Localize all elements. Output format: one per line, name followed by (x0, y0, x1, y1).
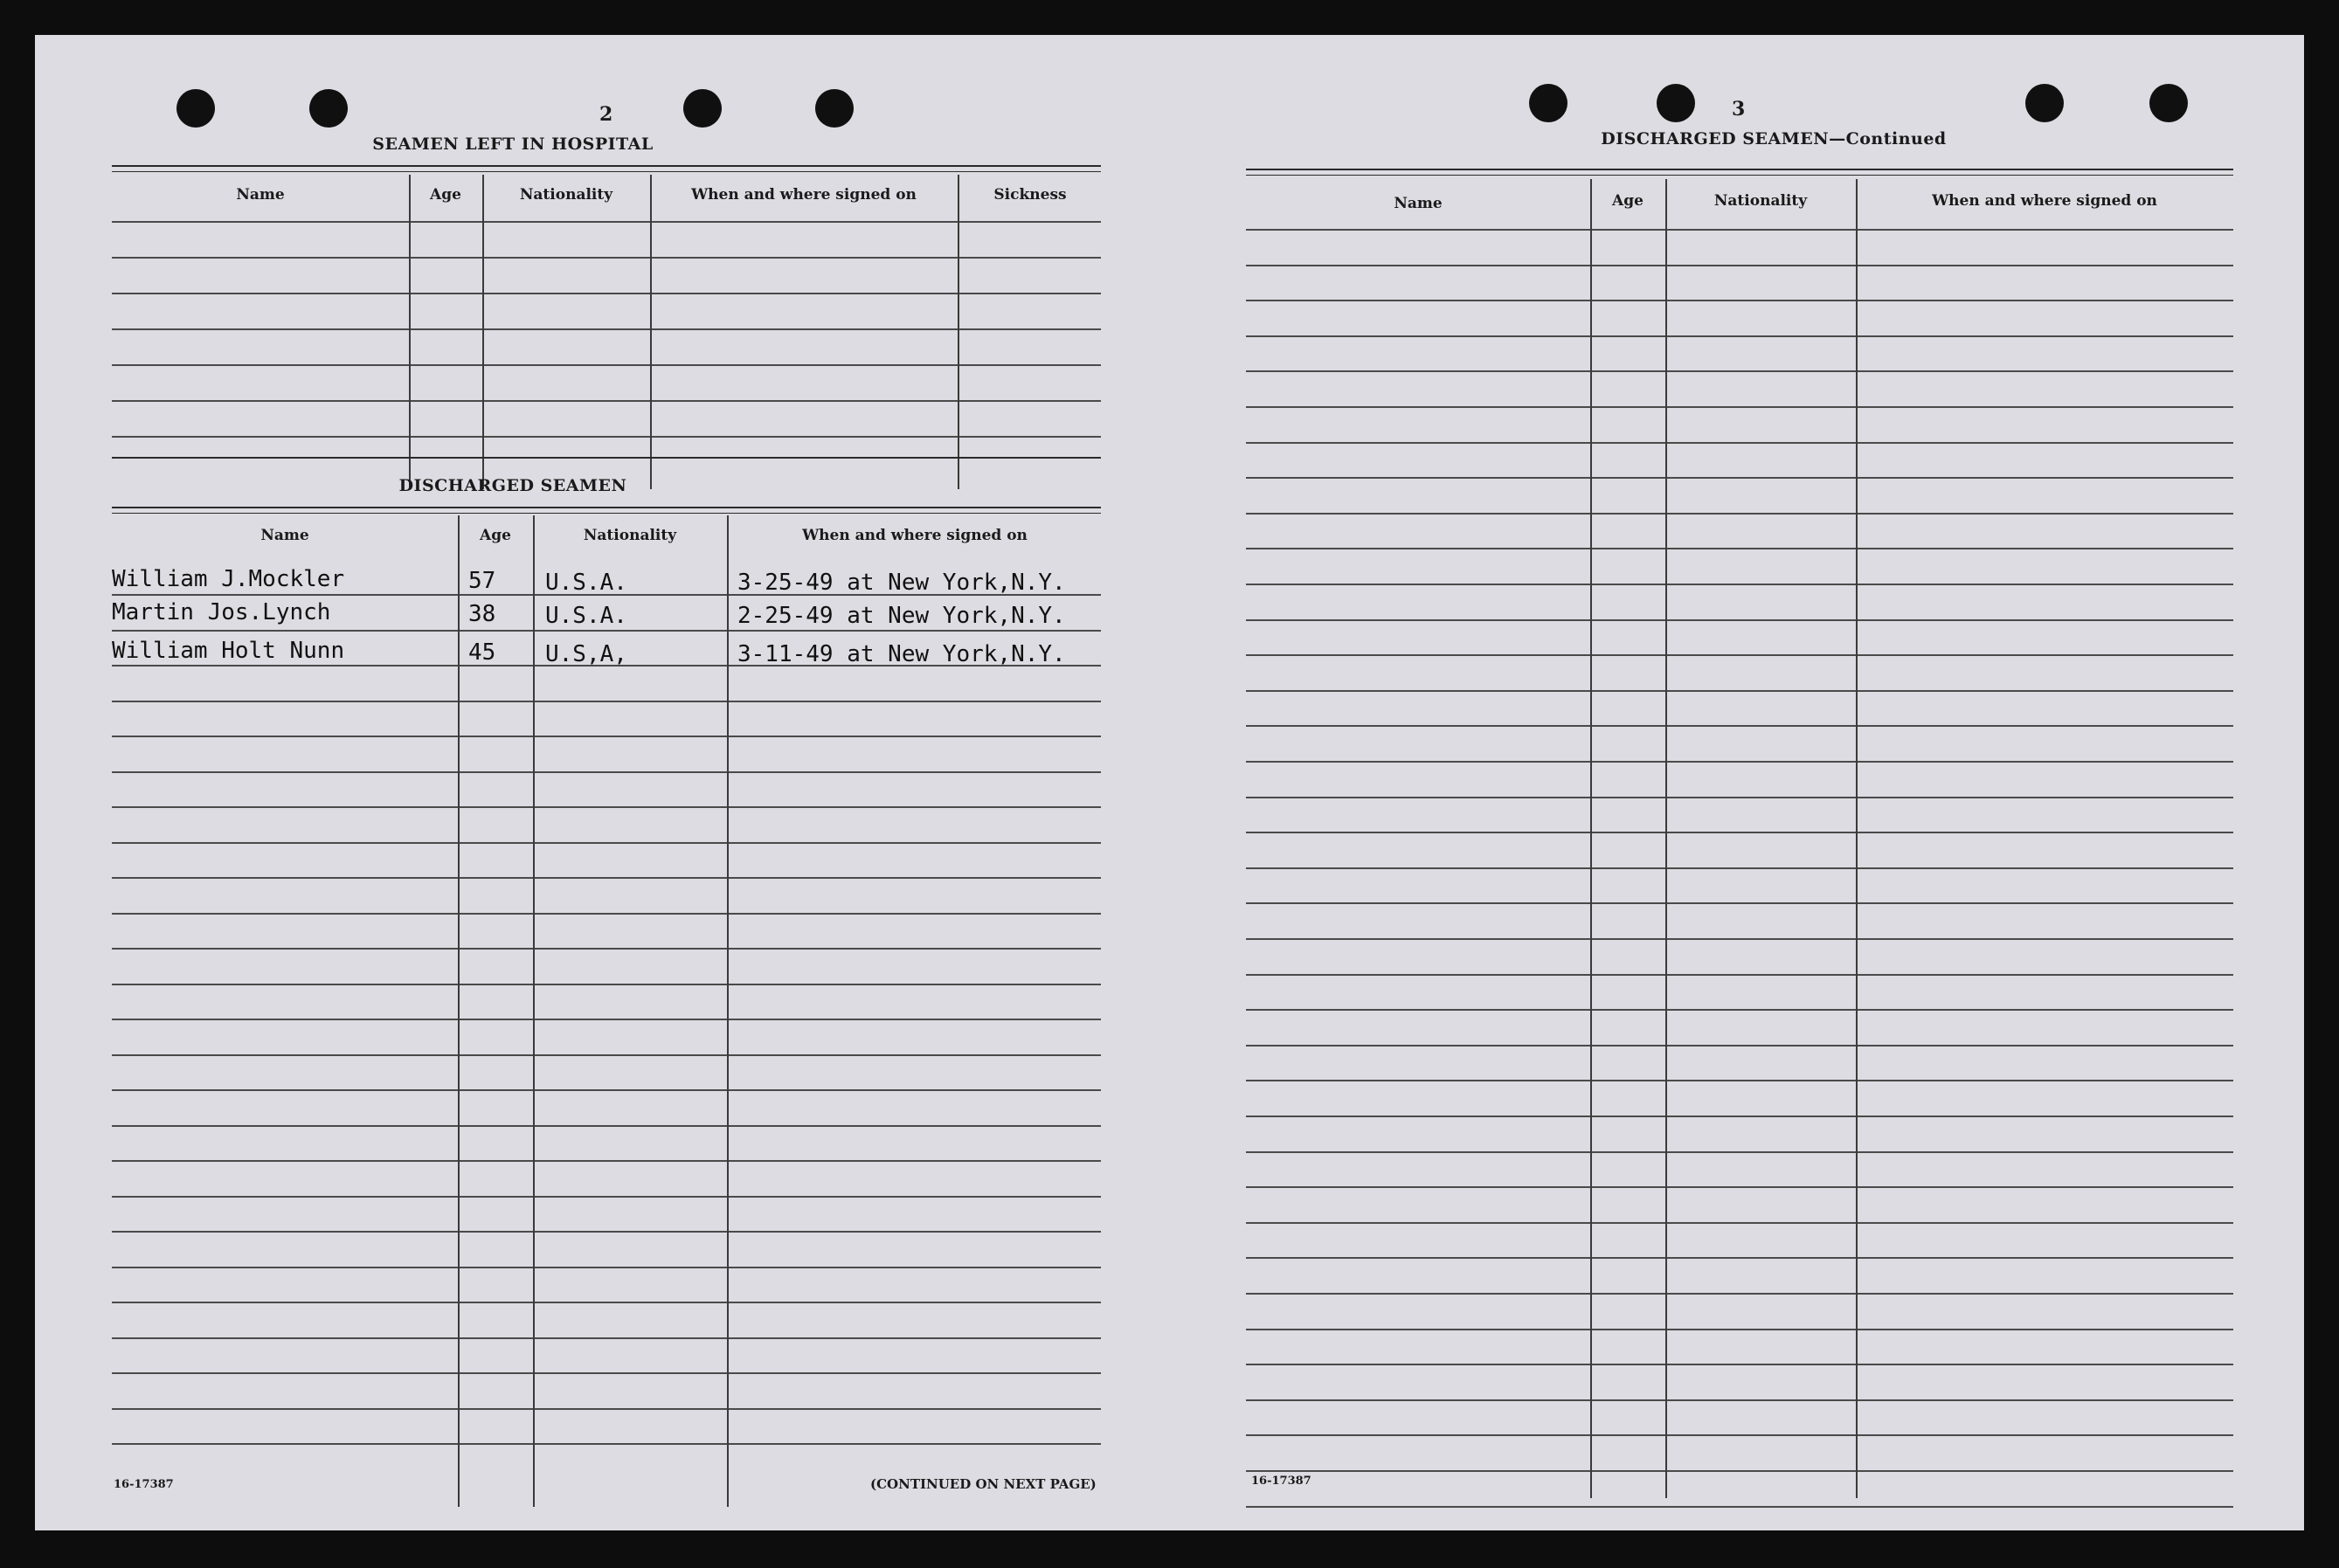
seaman-age: 45 (468, 639, 496, 666)
form-rule-line (112, 328, 1101, 330)
form-rule-line (112, 984, 1101, 985)
column-divider (409, 175, 411, 489)
column-divider (650, 175, 652, 489)
form-rule-line (112, 436, 1101, 438)
form-rule-line (1246, 477, 2233, 479)
discharged-continued-title: DISCHARGED SEAMEN—Continued (1601, 129, 1947, 149)
col-header-signed-on: When and where signed on (691, 186, 917, 204)
form-rule-line (112, 1408, 1101, 1410)
form-rule-line (112, 1054, 1101, 1056)
form-number: 16-17387 (114, 1478, 174, 1491)
punch-hole (683, 89, 722, 128)
seaman-signed-on: 3-11-49 at New York,N.Y. (737, 641, 1066, 667)
column-divider (482, 175, 484, 489)
seaman-age: 57 (468, 568, 496, 594)
form-rule-line (112, 877, 1101, 879)
form-rule-line (1246, 1257, 2233, 1259)
column-divider (458, 515, 460, 1507)
form-rule-line (1246, 1506, 2233, 1508)
col-header-nationality: Nationality (1713, 192, 1808, 210)
col-header-age: Age (430, 186, 461, 204)
seaman-name: William Holt Nunn (112, 638, 345, 664)
form-rule-line (112, 842, 1101, 844)
page-number: 3 (1732, 98, 1746, 121)
form-number: 16-17387 (1251, 1475, 1311, 1488)
form-rule-line (1246, 265, 2233, 266)
form-rule-line (1246, 690, 2233, 692)
form-rule-line (1246, 1151, 2233, 1153)
form-rule-line (112, 1089, 1101, 1091)
form-rule-line (1246, 548, 2233, 549)
col-header-sickness: Sickness (993, 186, 1067, 204)
seaman-name: William J.Mockler (112, 566, 345, 592)
col-header-signed-on: When and where signed on (802, 527, 1028, 544)
form-rule-line (112, 1337, 1101, 1339)
form-rule-line (112, 364, 1101, 366)
form-rule-line (1246, 1434, 2233, 1436)
col-header-nationality: Nationality (519, 186, 613, 204)
form-rule-line (112, 701, 1101, 702)
form-rule-line (1246, 1080, 2233, 1081)
seaman-signed-on: 3-25-49 at New York,N.Y. (737, 570, 1066, 596)
hospital-section-title: SEAMEN LEFT IN HOSPITAL (372, 135, 654, 154)
seaman-nationality: U.S,A, (545, 641, 627, 667)
form-rule-line (112, 1019, 1101, 1020)
discharged-section-title: DISCHARGED SEAMEN (398, 476, 627, 495)
form-rule-line (112, 1443, 1101, 1445)
seaman-age: 38 (468, 601, 496, 627)
form-rule-line (1246, 867, 2233, 869)
form-rule-line (1246, 1293, 2233, 1295)
form-rule-line (1246, 370, 2233, 372)
form-rule-line (112, 1125, 1101, 1127)
col-header-age: Age (480, 527, 511, 544)
form-rule-line (112, 736, 1101, 737)
form-rule-line (1246, 619, 2233, 621)
form-rule-line (112, 400, 1101, 402)
punch-hole (2149, 84, 2188, 122)
form-rule-line (1246, 1470, 2233, 1472)
form-rule-line (1246, 832, 2233, 833)
form-rule-line (112, 630, 1101, 632)
form-rule-line (112, 1267, 1101, 1268)
column-divider (958, 175, 959, 489)
column-divider (1590, 179, 1592, 1498)
form-rule-line (1246, 442, 2233, 444)
column-divider (533, 515, 535, 1507)
form-rule-line (1246, 1399, 2233, 1401)
column-divider (727, 515, 729, 1507)
punch-hole (2025, 84, 2064, 122)
form-rule-line (1246, 335, 2233, 337)
column-divider (1856, 179, 1858, 1498)
col-header-name: Name (260, 527, 309, 544)
col-header-name: Name (236, 186, 285, 204)
form-rule-line (1246, 1045, 2233, 1046)
col-header-name: Name (1394, 195, 1443, 212)
form-rule-line (112, 913, 1101, 915)
form-rule-line (112, 1231, 1101, 1233)
col-header-age: Age (1612, 192, 1644, 210)
form-rule-line (112, 221, 1101, 223)
form-rule-line (112, 257, 1101, 259)
col-header-nationality: Nationality (583, 527, 677, 544)
form-rule-line (1246, 300, 2233, 301)
form-rule-line (112, 948, 1101, 950)
punch-hole (309, 89, 348, 128)
form-rule-line (1246, 654, 2233, 656)
form-rule-line (112, 293, 1101, 294)
form-rule-line (1246, 1186, 2233, 1188)
punch-hole (1529, 84, 1567, 122)
punch-hole (1657, 84, 1695, 122)
page-number: 2 (599, 103, 613, 126)
punch-hole (815, 89, 854, 128)
form-rule-line (1246, 584, 2233, 585)
form-rule-line (1246, 725, 2233, 727)
form-rule-line (1246, 938, 2233, 940)
seaman-nationality: U.S.A. (545, 603, 627, 629)
form-rule-line (1246, 1116, 2233, 1117)
form-rule-line (112, 1372, 1101, 1374)
form-rule-line (1246, 406, 2233, 408)
form-rule-line (112, 806, 1101, 808)
form-rule-line (112, 1160, 1101, 1162)
form-rule-line (1246, 797, 2233, 798)
form-rule-line (1246, 1009, 2233, 1011)
continued-note: (CONTINUED ON NEXT PAGE) (870, 1476, 1097, 1492)
form-rule-line (112, 1196, 1101, 1198)
form-rule-line (1246, 1329, 2233, 1330)
form-rule-line (1246, 974, 2233, 976)
document-page (35, 35, 2304, 1530)
form-rule-line (112, 1302, 1101, 1303)
seaman-signed-on: 2-25-49 at New York,N.Y. (737, 603, 1066, 629)
form-rule-line (1246, 513, 2233, 515)
form-rule-line (1246, 229, 2233, 231)
column-divider (1665, 179, 1667, 1498)
seaman-nationality: U.S.A. (545, 570, 627, 596)
form-rule-line (1246, 761, 2233, 763)
seaman-name: Martin Jos.Lynch (112, 599, 331, 625)
form-rule-line (1246, 1364, 2233, 1365)
form-rule-line (1246, 1222, 2233, 1224)
punch-hole (176, 89, 215, 128)
form-rule-line (112, 771, 1101, 773)
form-rule-line (1246, 902, 2233, 904)
col-header-signed-on: When and where signed on (1932, 192, 2157, 210)
